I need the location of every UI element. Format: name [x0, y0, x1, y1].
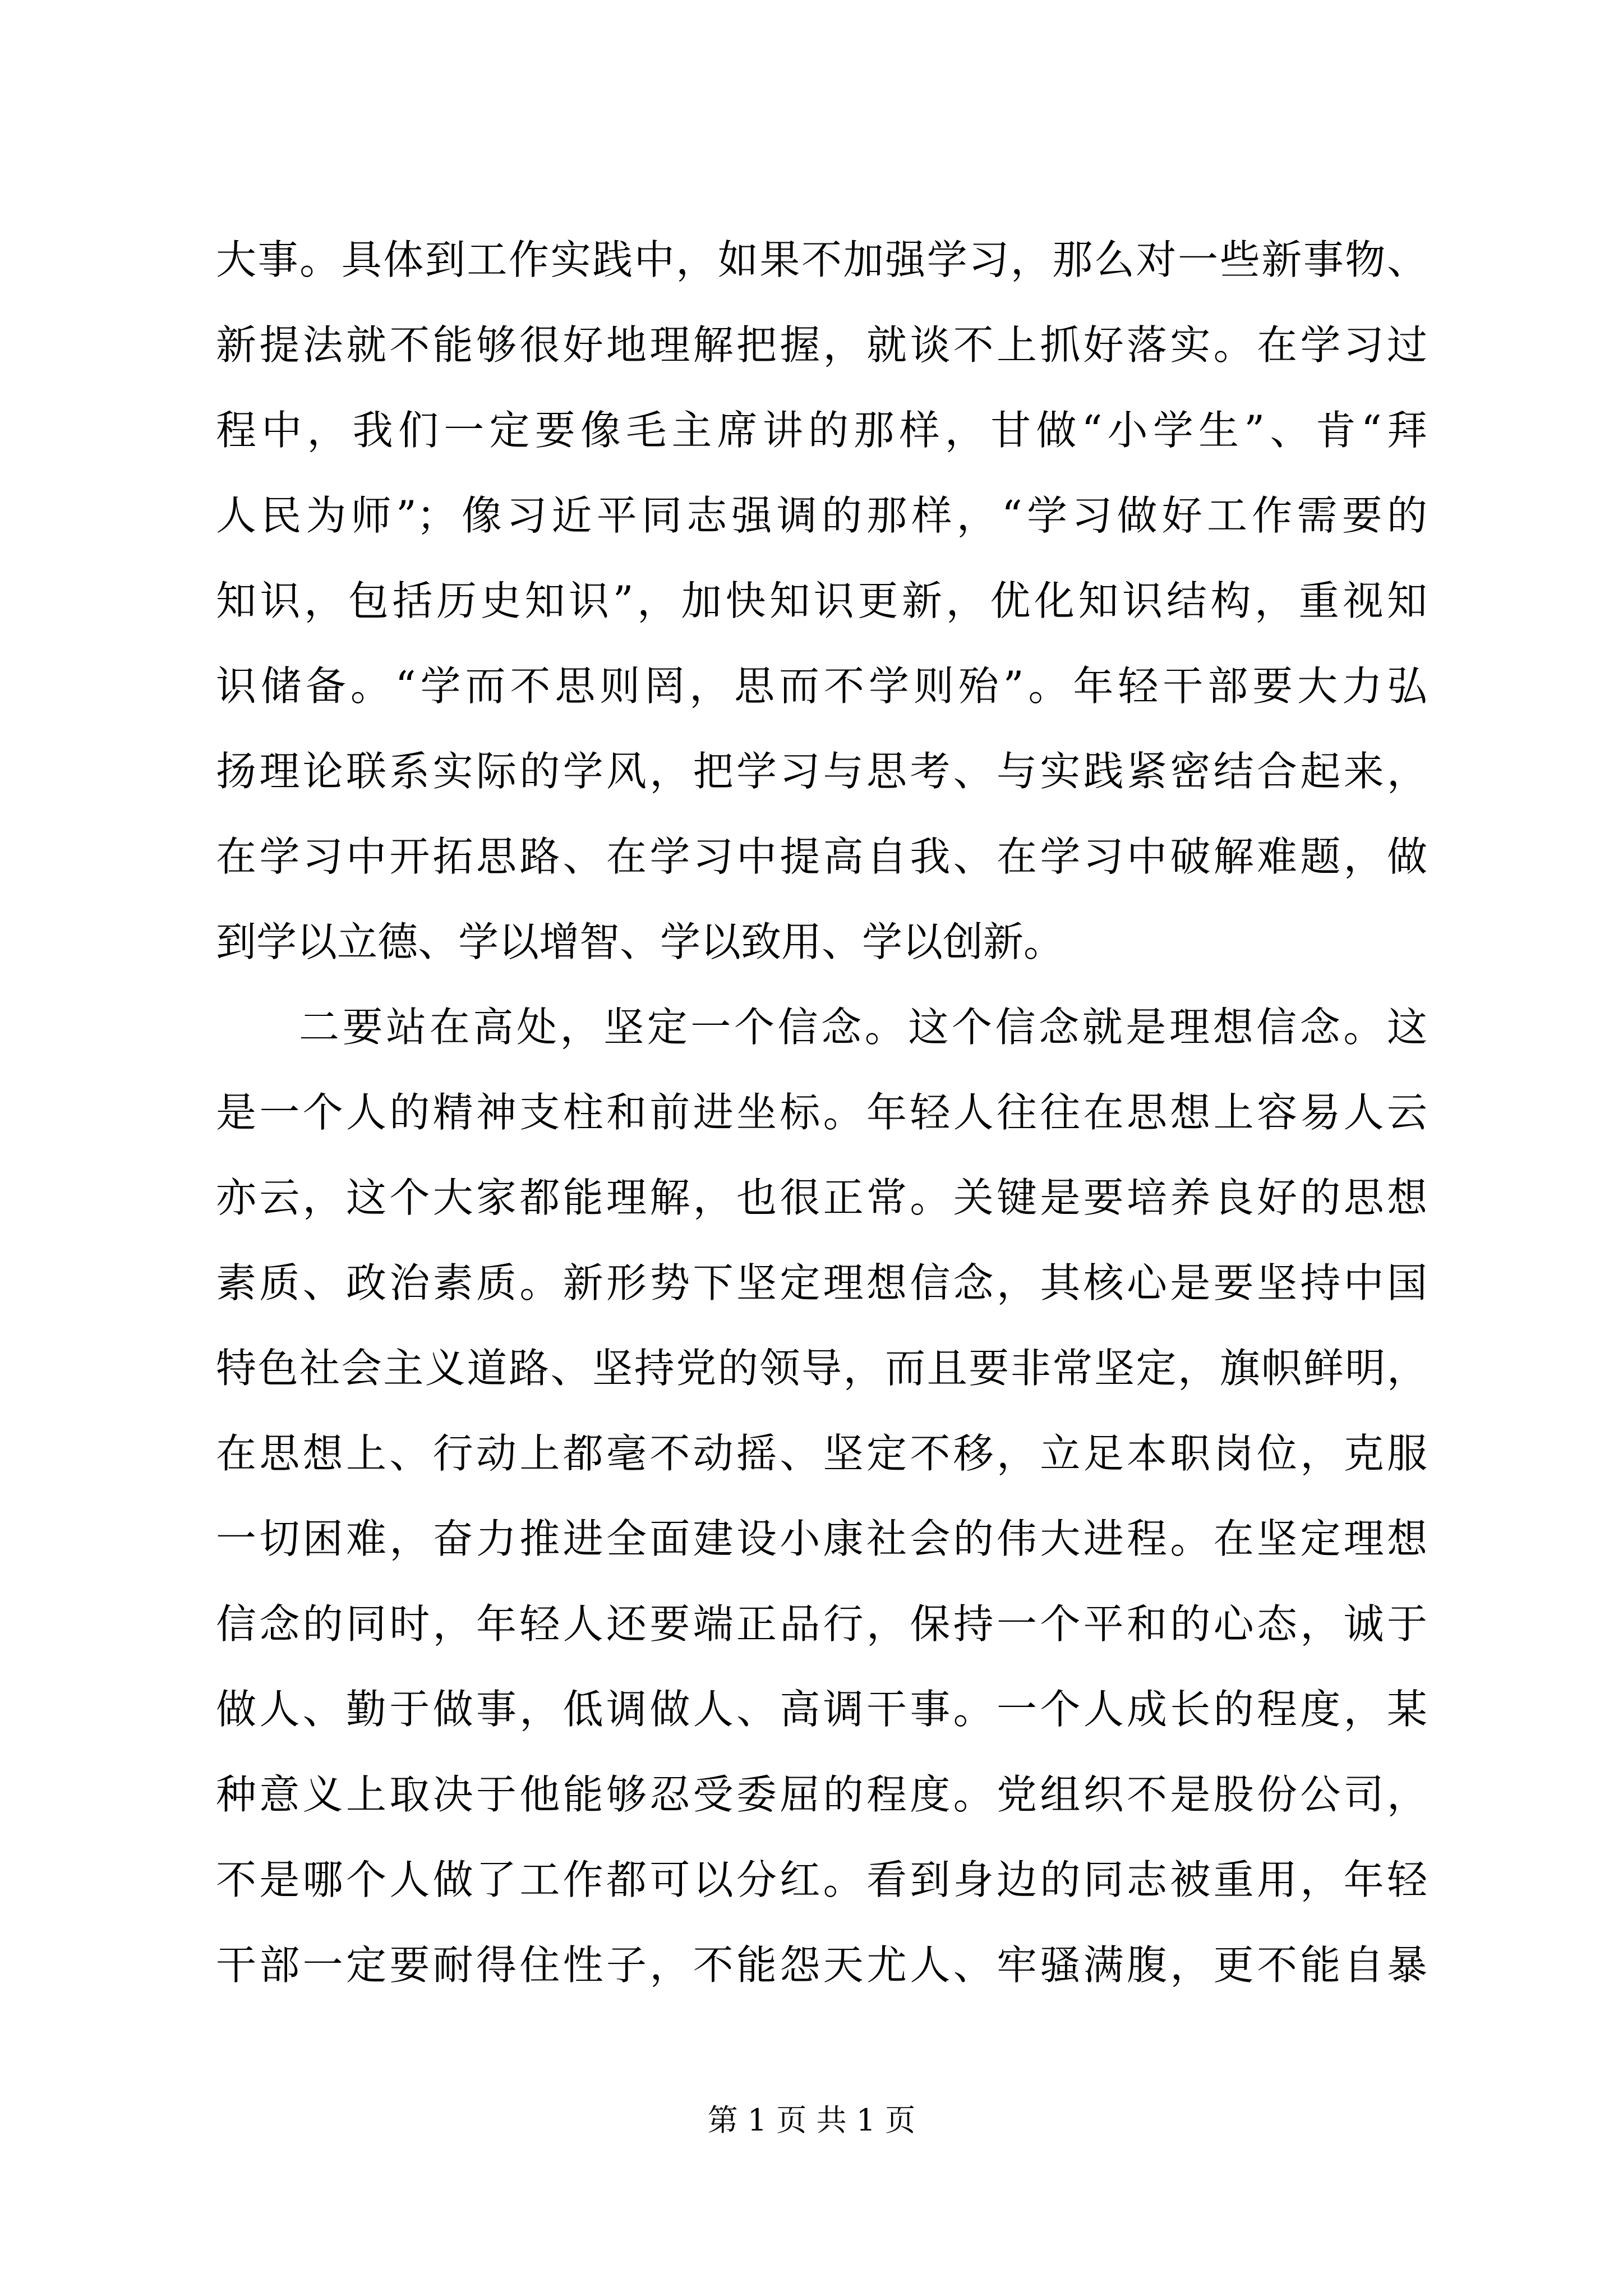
- paragraph-line: 做人、勤于做事，低调做人、高调干事。一个人成长的程度，某: [216, 1686, 1427, 1733]
- paragraph-line: 一切困难，奋力推进全面建设小康社会的伟大进程。在坚定理想: [216, 1515, 1427, 1562]
- paragraph-first-line: 二要站在高处，坚定一个信念。这个信念就是理想信念。这: [299, 1004, 1427, 1051]
- paragraph-line: 在思想上、行动上都毫不动摇、坚定不移，立足本职岗位，克服: [216, 1430, 1427, 1477]
- paragraph-line: 识储备。“学而不思则罔，思而不学则殆”。年轻干部要大力弘: [216, 662, 1427, 710]
- paragraph-line: 是一个人的精神支柱和前进坐标。年轻人往往在思想上容易人云: [216, 1089, 1427, 1136]
- paragraph-line: 信念的同时，年轻人还要端正品行，保持一个平和的心态，诚于: [216, 1600, 1427, 1648]
- paragraph-line: 种意义上取决于他能够忍受委屈的程度。党组织不是股份公司，: [216, 1771, 1427, 1818]
- paragraph-line: 新提法就不能够很好地理解把握，就谈不上抓好落实。在学习过: [216, 321, 1427, 369]
- paragraph-line: 人民为师”；像习近平同志强调的那样，“学习做好工作需要的: [216, 492, 1427, 539]
- paragraph-line: 大事。具体到工作实践中，如果不加强学习，那么对一些新事物、: [216, 236, 1427, 283]
- paragraph-line: 扬理论联系实际的学风，把学习与思考、与实践紧密结合起来，: [216, 748, 1427, 795]
- page-number-footer: 第 1 页 共 1 页: [707, 2102, 916, 2138]
- paragraph-line: 知识，包括历史知识”，加快知识更新，优化知识结构，重视知: [216, 577, 1427, 624]
- paragraph-line: 特色社会主义道路、坚持党的领导，而且要非常坚定，旗帜鲜明，: [216, 1345, 1427, 1392]
- paragraph-line: 在学习中开拓思路、在学习中提高自我、在学习中破解难题，做: [216, 833, 1427, 880]
- paragraph-last-line: 到学以立德、学以增智、学以致用、学以创新。: [216, 918, 1064, 965]
- paragraph-line: 素质、政治素质。新形势下坚定理想信念，其核心是要坚持中国: [216, 1259, 1427, 1306]
- paragraph-line: 亦云，这个大家都能理解，也很正常。关键是要培养良好的思想: [216, 1174, 1427, 1221]
- paragraph-line: 程中，我们一定要像毛主席讲的那样，甘做“小学生”、肯“拜: [216, 407, 1427, 454]
- document-body: [216, 217, 1427, 2008]
- paragraph-line: 不是哪个人做了工作都可以分红。看到身边的同志被重用，年轻: [216, 1856, 1427, 1903]
- paragraph-line: 干部一定要耐得住性子，不能怨天尤人、牢骚满腹，更不能自暴: [216, 1941, 1427, 1989]
